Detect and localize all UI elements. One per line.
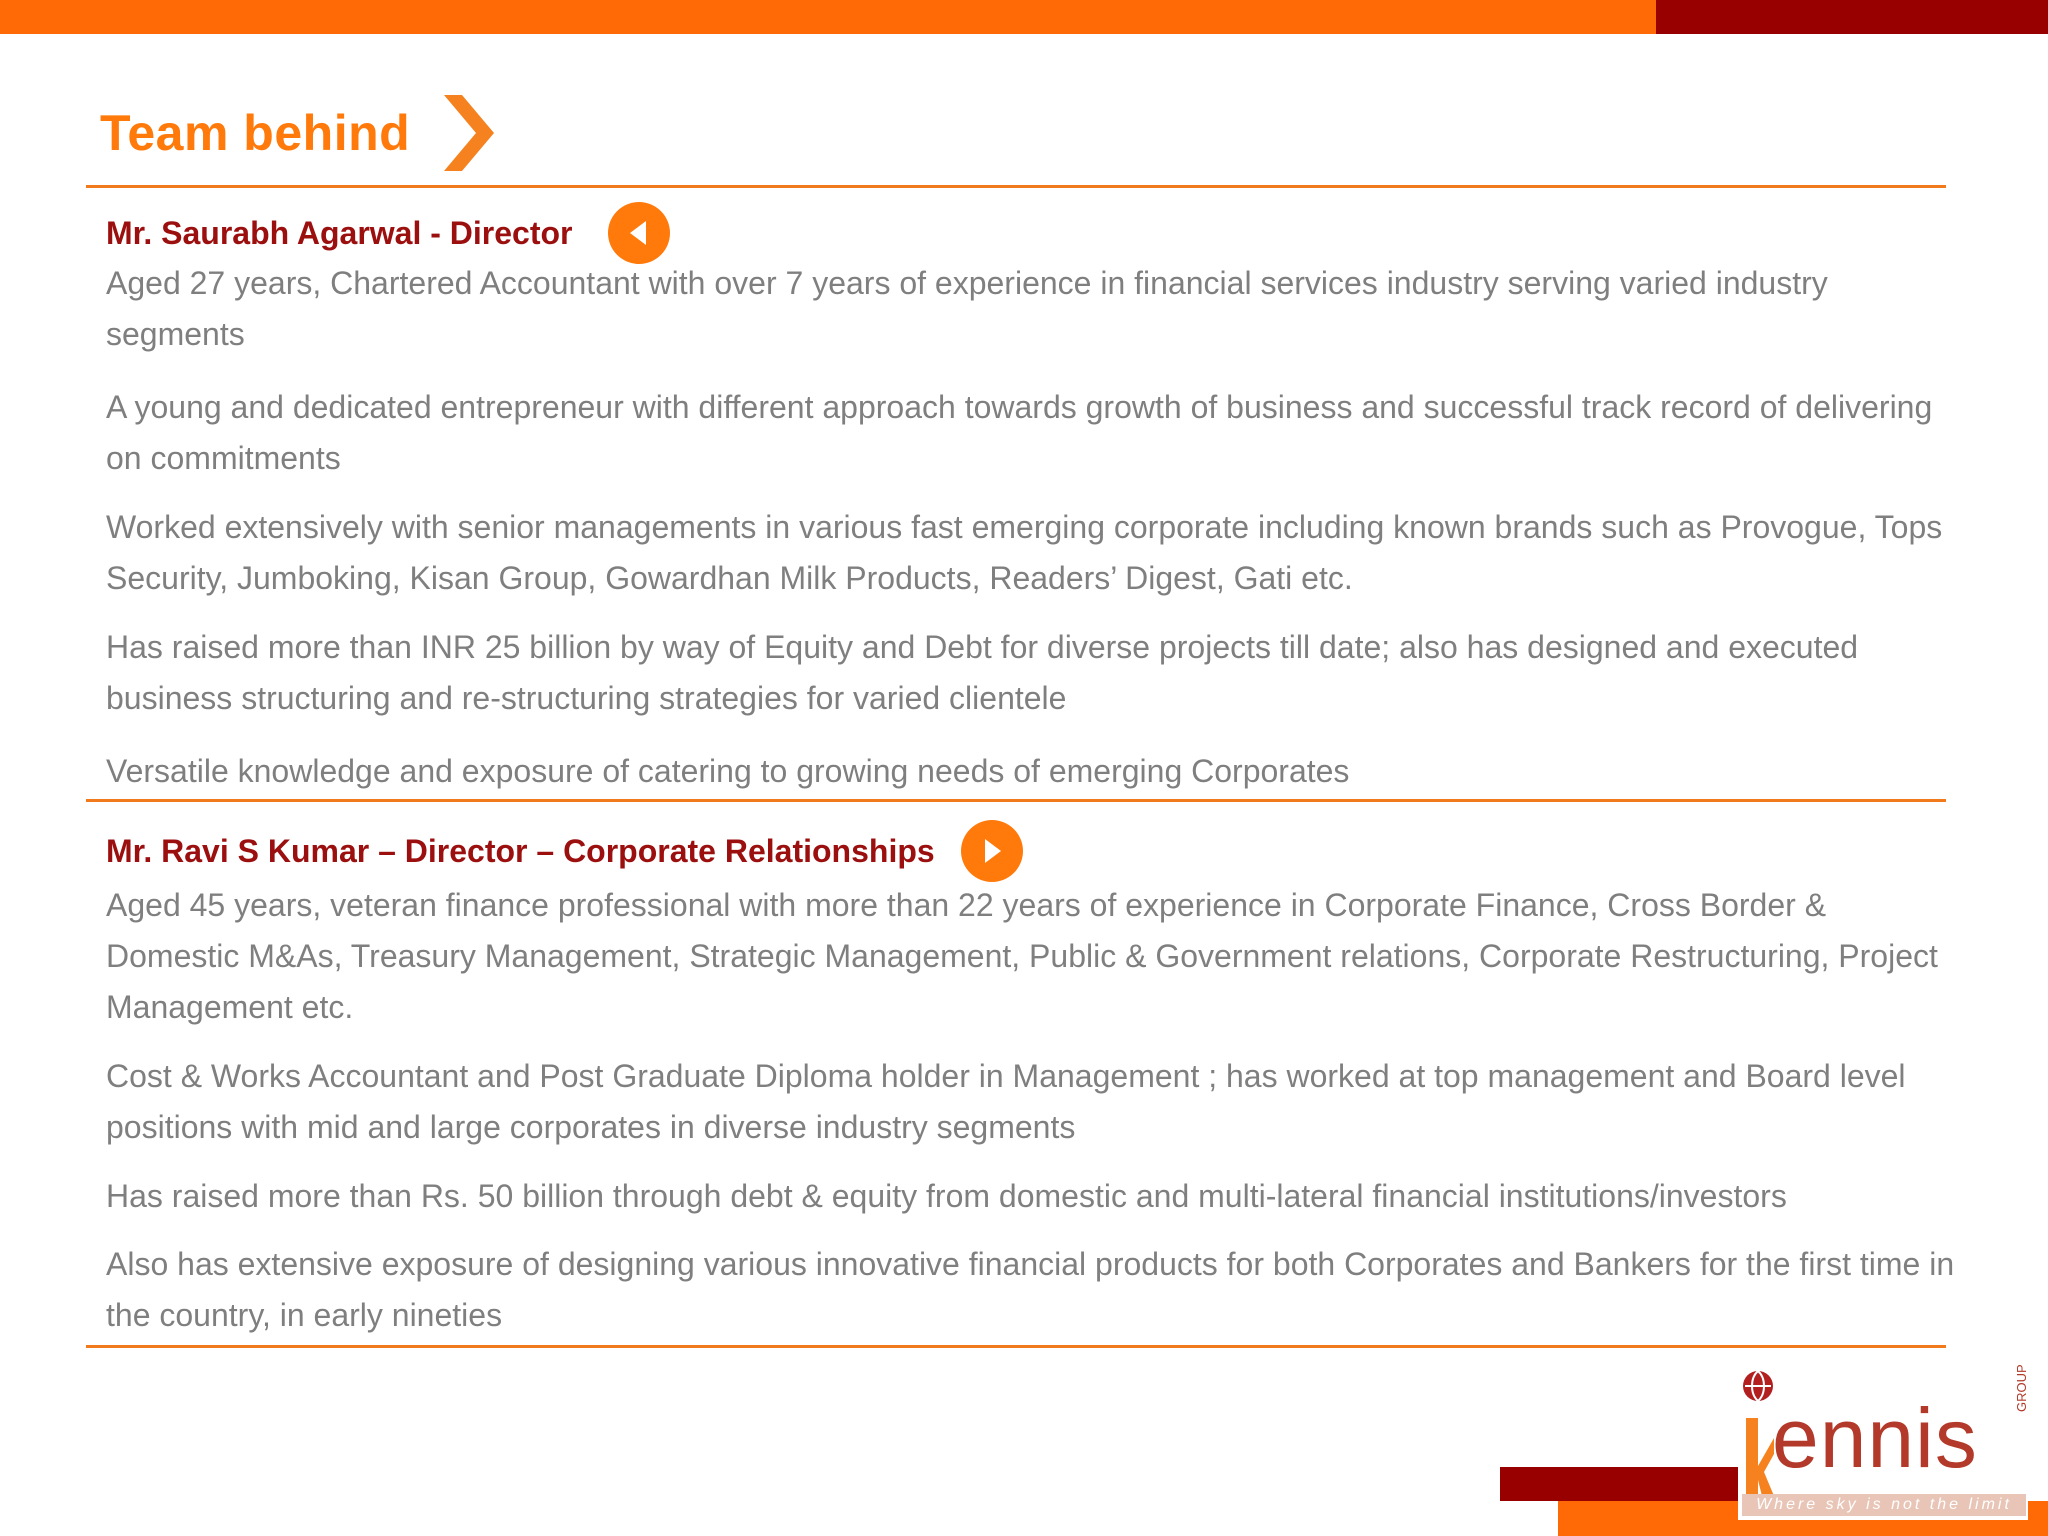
bio-paragraph: Has raised more than Rs. 50 billion through debt & equity from domestic and multi-lateral financial institutions/investors: [106, 1178, 1787, 1214]
bio-paragraph: Cost & Works Accountant and Post Graduate Diploma holder in Management ; has worked at top management and Board level positions with mid and large corporates in diverse industry segments: [106, 1058, 1906, 1145]
slide-title: Team behind: [100, 105, 411, 161]
logo-tagline: Where sky is not the limit: [1742, 1494, 2026, 1516]
section-divider: [86, 1345, 1946, 1348]
bio-paragraph: Has raised more than INR 25 billion by way of Equity and Debt for diverse projects till date; also has designed and executed business structuring and re-structuring strategies for varied clientele: [106, 629, 1859, 716]
bio-paragraph: A young and dedicated entrepreneur with different approach towards growth of business and successful track record of delivering on commitments: [106, 389, 1933, 476]
chevron-right-icon: [438, 91, 498, 175]
top-accent-bar-red: [1656, 0, 2048, 34]
logo-k-mark: [1738, 1388, 1774, 1498]
chevron-right-icon: [979, 836, 1005, 866]
person-heading: [106, 820, 1023, 882]
person-name: Mr. Saurabh Agarwal - Director: [106, 214, 573, 251]
person-heading: [106, 202, 670, 264]
section-divider: [86, 185, 1946, 188]
bio-paragraph: Versatile knowledge and exposure of catering to growing needs of emerging Corporates: [106, 753, 1350, 789]
footer-accent-bar-red: [1500, 1467, 1738, 1501]
previous-button[interactable]: [608, 202, 670, 264]
logo-wordmark: ennis: [1772, 1391, 1978, 1485]
bio-paragraph: Aged 27 years, Chartered Accountant with over 7 years of experience in financial services industry serving varied industry segments: [106, 265, 1828, 352]
slide-header: [100, 88, 498, 178]
bio-paragraph: Aged 45 years, veteran finance professional with more than 22 years of experience in Corporate Finance, Cross Border & Domestic M&As, Treasury Management, Strategic Management, Public & Government relations, Corporate Restructuring, Project Management etc.: [106, 887, 1938, 1025]
next-button[interactable]: [961, 820, 1023, 882]
person-name: Mr. Ravi S Kumar – Director – Corporate Relationships: [106, 832, 935, 869]
bio-paragraph: Also has extensive exposure of designing various innovative financial products for both Corporates and Bankers for the first time in the country, in early nineties: [106, 1246, 1955, 1333]
logo-group-label: GROUP: [2014, 1364, 2029, 1412]
bio-paragraph: Worked extensively with senior managements in various fast emerging corporate including known brands such as Provogue, Tops Security, Jumboking, Kisan Group, Gowardhan Milk Products, Readers’ Digest, Gati etc.: [106, 509, 1943, 596]
top-accent-bar-orange: [0, 0, 1656, 34]
chevron-left-icon: [626, 218, 652, 248]
section-divider: [86, 799, 1946, 802]
kennis-logo: [1738, 1364, 2029, 1520]
